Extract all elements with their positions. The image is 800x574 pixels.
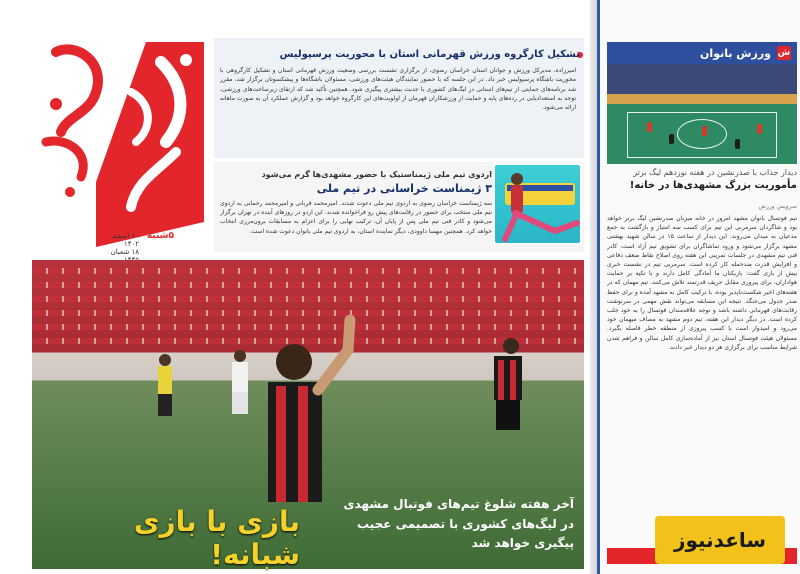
date-line-hijri: ۱۸ شعبان [110, 248, 139, 256]
sports-headline: مأموریت بزرگ مشهدی‌ها در خانه! [629, 180, 797, 191]
sports-kicker: دیدار جذاب با صدرنشین در هفته نوزدهم لیگ برتر [633, 168, 797, 177]
section-header [607, 42, 797, 64]
main-story-headline: بازی با بازی شبانه! [133, 505, 300, 571]
section-tag: ورزش بانوان [700, 46, 771, 60]
weekday-label: ۵شنبه [146, 231, 174, 241]
main-story-sub-2: پیگیری خواهد شد [471, 536, 574, 550]
page-gutter [590, 0, 597, 574]
watermark-badge [655, 516, 785, 564]
section-logo-icon: ش [777, 48, 791, 58]
gymnast-illustration [495, 165, 582, 245]
top-story-body: امیرزاده، مدیرکل ورزش و جوانان استان خراسان رضوی، از برگزاری نشست بررسی وضعیت ورزش قهرمانی استان و تشکیل کارگروهی با محوریت باشگاه پرسپولیس خبر داد. در این جلسه که با حضور نمایندگان هیئت‌های ورزشی، مسئولان باشگاه‌ها و پیشکسوتان برگزار شد، مقرر شد برنامه‌های حمایتی از تیم‌های استانی در لیگ‌های کشوری با جدیت بیشتری پیگیری شود. همچنین تأکید شد که ارتقای زیرساخت‌های ورزشی، توجه به استعدادیابی در رده‌های پایه و حمایت از ورزشکاران قهرمان از اولویت‌های این کارگروه خواهد بود و گزارش عملکرد آن به صورت ماهانه ارائه می‌شود. [220, 67, 576, 112]
date-box [99, 232, 139, 262]
main-story-kicker: آخر هفته شلوغ تیم‌های فوتبال مشهدی [343, 497, 574, 511]
date-line-jalali: ۱۰ اسفند ۱۴۰۲ [112, 232, 139, 248]
sports-page [597, 0, 800, 574]
second-story-body: سه ژیمناست خراسان رضوی به اردوی تیم ملی دعوت شدند. امیرمحمد قربانی و امیرمحمد رحمانی به اردوی تیم ملی منتخب برای حضور در رقابت‌های پیش رو فراخوانده شدند. این اردو در روزهای آینده در تهران برگزار می‌شود و کادر فنی تیم ملی پس از پایان آن، ترکیب نهایی را برای اعزام به مسابقات برون‌مرزی انتخاب خواهد کرد. همچنین مهسا داوودی، دیگر نماینده استان، به اردوی تیم ملی بانوان دعوت شده است. [220, 200, 492, 235]
second-story-headline: ۳ ژیمناست خراسانی در تیم ملی [316, 182, 492, 195]
watermark-text: ساعدنیوز [673, 528, 767, 552]
masthead [36, 32, 214, 256]
futsal-court-photo [607, 64, 797, 164]
sports-body: تیم فوتسال بانوان مشهد امروز در خانه میزبان صدرنشین لیگ برتر خواهد بود و شاگردان سرمربی این تیم برای کسب سه امتیاز و بازگشت به جمع مدعیان به میدان می‌روند. این دیدار از ساعت ۱۵ در سالن شهید بهشتی مشهد برگزار می‌شود و ورود تماشاگران برای تشویق تیم آزاد است. کادر فنی تیم مشهدی در جلسات تمرینی این هفته روی اصلاح نقاط ضعف دفاعی و افزایش قدرت ضدحمله کار کرده است. سرمربی تیم در نشست خبری پیش از بازی گفت: بازیکنان ما آمادگی کامل دارند و با تکیه بر حمایت هواداران، برای پیروزی مقابل حریف قدرتمند تلاش می‌کنند. تیم مهمان که در هفته‌های اخیر شکست‌ناپذیر بوده، با ترکیب کامل به مشهد آمده و برای حفظ صدر جدول می‌جنگد. نتیجه این مسابقه می‌تواند نقش مهمی در سرنوشت رقابت‌های قهرمانی داشته باشد و توجه علاقه‌مندان فوتسال را به خود جلب کرده است. در دیگر دیدار این هفته، تیم دوم مشهد به مصاف میهمان خود می‌رود و امیدوار است با کسب پیروزی از منطقه خطر فاصله بگیرد. مسئولان هیئت فوتسال استان نیز از آماده‌سازی کامل سالن و فراهم شدن شرایط مناسب برای برگزاری هر دو دیدار خبر دادند. [607, 215, 797, 351]
sports-byline: سرویس ورزش [758, 203, 797, 210]
second-story-kicker: اردوی تیم ملی ژیمناستیک با حضور مشهدی‌ها گرم می‌شود [261, 170, 492, 179]
gymnast-photo [493, 163, 582, 245]
issue-number: ۲۲۸۰ [104, 211, 139, 227]
main-story-sub-1: در لیگ‌های کشوری با تصمیمی عجیب [356, 517, 574, 531]
top-story-headline: تشکیل کارگروه ورزش قهرمانی استان با محوریت پرسپولیس [279, 49, 580, 60]
